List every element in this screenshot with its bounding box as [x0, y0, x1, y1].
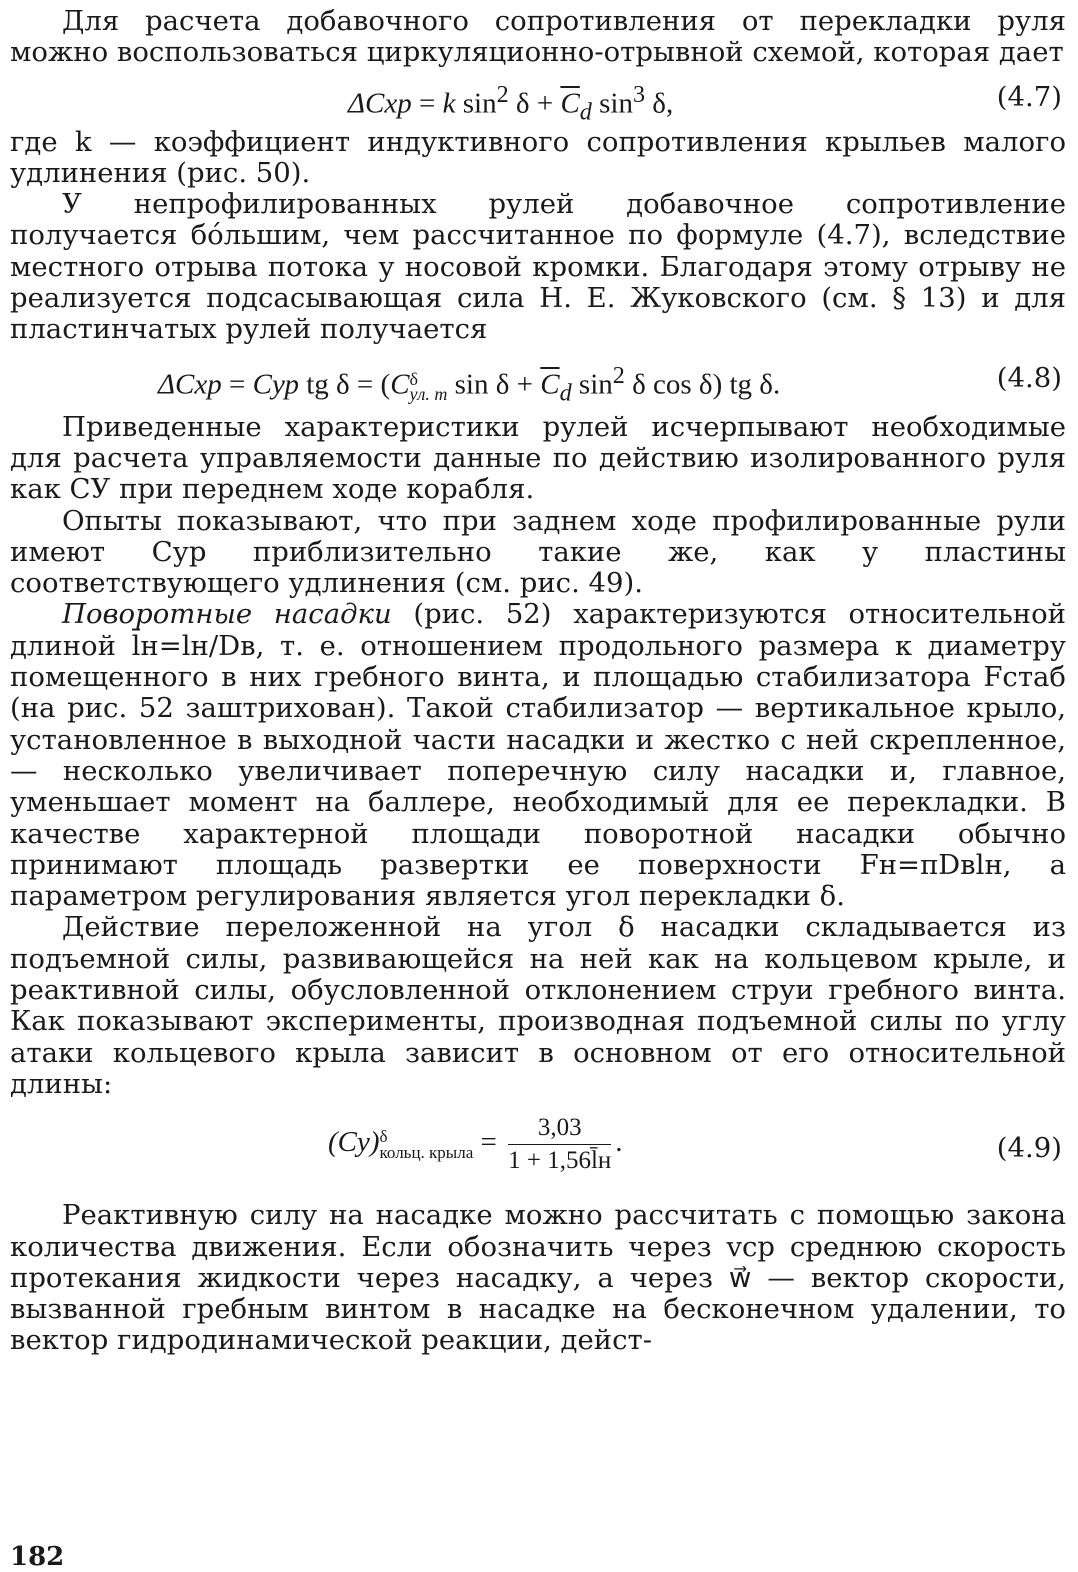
eq49-lhs-sub: кольц. крыла — [379, 1142, 474, 1162]
eq48-part2: sin δ + — [454, 368, 533, 401]
paragraph-2: где k — коэффициент индуктивного сопротивления крыльев малого удлинения (рис. 50). — [10, 125, 1066, 189]
eq47-lhs: ΔCхр — [348, 87, 412, 120]
eq48-cy-sub: yл. т — [409, 383, 448, 404]
eq47-sin2: sin — [462, 87, 497, 120]
equation-number-4-9: (4.9) — [996, 1132, 1062, 1165]
eq48-lhs: ΔCхр — [158, 368, 222, 401]
paragraph-5: Опыты показывают, что при заднем ходе профилированные рули имеют Cур приблизительно такие же, как у пластины соответствующего удлинения (см. рис. 49). — [10, 504, 1066, 600]
equation-4-9: (Cy) δ кольц. крыла = $\frac{3,03}{1 + 1,56l̄н}$ . (4.9) — [328, 1114, 1062, 1175]
paragraph-4: Приведенные характеристики рулей исчерпывают необходимые для расчета управляемости данные по действию изолированного руля как СУ при переднем ходе корабля. — [10, 410, 1066, 506]
paragraph-3: У непрофилированных рулей добавочное сопротивление получается бо́льшим, чем рассчитанное по формуле (4.7), вследствие местного отрыва потока у носовой кромки. Благодаря этому отрыву не реализуется подсасывающая сила Н. Е. Жуковского (см. § 13) и для пластинчатых рулей получается — [10, 188, 1066, 346]
eq48-part4: δ cos δ) tg δ. — [632, 368, 781, 401]
eq47-delta2: δ, — [652, 87, 674, 120]
paragraph-7: Действие переложенной на угол δ насадки складывается из подъемной силы, развивающейся на ней как на кольцевом крыле, и реактивной силы, обусловленной отклонением струи гребного винта. Как показывают эксперименты, производная подъемной силы по углу атаки кольцевого крыла зависит в основном от его относительной длины: — [10, 911, 1066, 1100]
equation-4-7: ΔCхр = k $\sin^2 \delta + \overline{C}_d$ $\sin^3 \delta$, (4.7) — [348, 80, 1062, 126]
eq48-cy-sup: δ — [409, 368, 419, 389]
eq48-cyr: Cур — [252, 368, 299, 401]
eq49-numerator: 3,03 — [508, 1114, 611, 1145]
paragraph-8: Реактивную силу на насадке можно рассчитать с помощью закона количества движения. Если обозначить через vср среднюю скорость протекания жидкости через насадку, а через w⃗ — вектор скорости, вызванной гребным винтом в насадке на бесконечном удалении, то вектор гидродинамической реакции, дейст- — [10, 1199, 1066, 1357]
eq47-exp2: 2 — [496, 80, 509, 108]
eq48-tg: tg δ = ( — [306, 368, 391, 401]
eq48-cd: $\overline{C}$ — [540, 368, 560, 401]
eq47-delta1: δ + — [515, 87, 554, 120]
eq49-lhs-sup: δ — [379, 1126, 388, 1146]
paragraph-1: Для расчета добавочного сопротивления от перекладки руля можно воспользоваться циркуляционно-отрывной схемой, которая дает — [10, 5, 1066, 69]
equation-number-4-8: (4.8) — [996, 361, 1062, 394]
eq49-fraction — [508, 1114, 611, 1175]
equation-number-4-7: (4.7) — [996, 80, 1062, 113]
equation-4-8: ΔCхр = Cур tg δ = (C δ yл. т $\sin \delta + \overline{C}_d$ $\sin^2 \delta$ cos δ) tg δ. (4.8) — [158, 361, 1062, 407]
eq47-cd: $\overline{C}$ — [560, 87, 580, 120]
eq48-cy: C — [390, 368, 410, 401]
eq47-k: k — [442, 87, 456, 120]
eq47-exp3: 3 — [632, 80, 646, 108]
eq48-part3: sin — [578, 368, 613, 401]
eq47-sin3: sin — [599, 87, 633, 120]
eq49-lhs: (Cy) — [328, 1126, 380, 1159]
term-rotating-nozzles: Поворотные насадки — [62, 598, 392, 631]
paragraph-6-text: (рис. 52) характеризуются относительной длиной l̄н=lн/Dв, т. е. отношением продольного размера к диаметру помещенного в них гребного винта, и площадью стабилизатора Fстаб (на рис. 52 заштрихован). Такой стабилизатор — вертикальное крыло, установленное в выходной части насадки и жестко с ней скрепленное,— несколько увеличивает поперечную силу насадки и, главное, уменьшает момент на баллере, необходимый для ее перекладки. В качестве характерной площади поворотной насадки обычно принимают площадь развертки ее поверхности Fн=πDвlн, а параметром регулирования является угол перекладки δ. — [10, 598, 1067, 913]
eq49-denominator: 1 + 1,56l̄н — [508, 1147, 612, 1175]
eq48-exp2: 2 — [612, 361, 625, 389]
page-number: 182 — [10, 1542, 65, 1572]
eq48-cd-sub: d — [559, 379, 572, 407]
eq47-cd-sub: d — [579, 98, 592, 126]
paragraph-6 — [10, 599, 1066, 912]
